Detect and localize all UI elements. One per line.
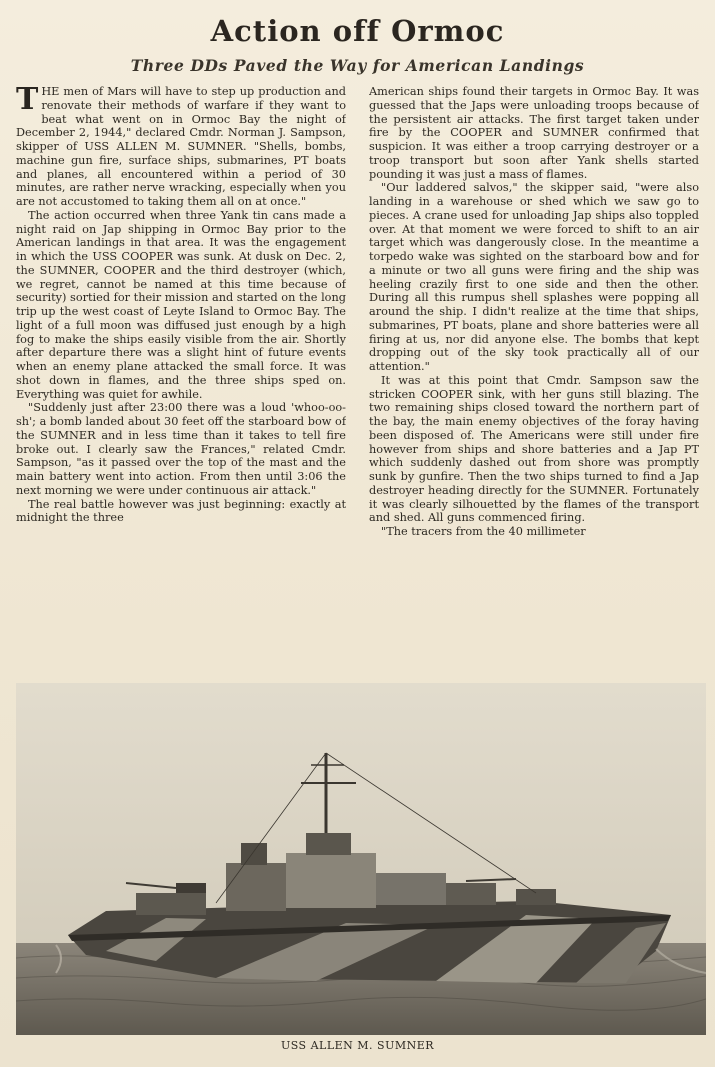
paragraph-1 [16,85,346,209]
paragraph-1-text: HE men of Mars will have to step up production and renovate their methods of warfare if they want to beat what went on in Ormoc Bay the night of December 2, 1944," declared Cmdr. Norman J. Sampson, skipper of USS ALLEN M. SUMNER. "Shells, bombs, machine gun fire, surface ships, submarines, PT boats and planes, all encountered within a period of 30 minutes, are rather nerve wracking, especially when you are not accustomed to taking them all on at once." [16,85,346,208]
paragraph-7: It was at this point that Cmdr. Sampson saw the stricken COOPER sink, with her guns still blazing. The two remaining ships closed toward the northern part of the bay, the main enemy objectives of the foray having been disposed of. The Americans were still under fire however from ships and shore batteries and a Jap PT which suddenly dashed out from shore was promptly sunk by gunfire. Then the two ships turned to find a Jap destroyer heading directly for the SUMNER. Fortunately it was clearly silhouetted by the flames of the transport and shed. All guns commenced firing. [369,373,699,525]
article-subtitle: Three DDs Paved the Way for American Landings [130,56,585,75]
paragraph-2: The action occurred when three Yank tin cans made a night raid on Jap shipping in Ormoc Bay prior to the American landings in that area. It was the engagement in which the USS COOPER was sunk. At dusk on Dec. 2, the SUMNER, COOPER and the third destroyer (which, we regret, cannot be named at this time because of security) sortied for their mission and started on the long trip up the west coast of Leyte Island to Ormoc Bay. The light of a full moon was diffused just enough by a high fog to make the ships easily visible from the air. Shortly after departure there was a slight hint of future events when an enemy plane attacked the small force. It was shot down in flames, and the three ships sped on. Everything was quiet for awhile. [16,208,346,401]
paragraph-6: "Our laddered salvos," the skipper said, "were also landing in a warehouse or shed which we saw go to pieces. A crane used for unloading Jap ships also toppled over. At that moment we were forced to shift to an air target which was dangerously close. In the meantime a torpedo wake was sighted on the starboard bow and for a minute or two all guns were firing and the ship was heeling crazily first to one side and then the other. During all this rumpus shell splashes were popping all around the ship. I didn't realize at the time that ships, submarines, PT boats, plane and shore batteries were all firing at us, nor did anyone else. The bombs that kept dropping out of the sky took practically all of our attention." [369,181,699,373]
paragraph-3: "Suddenly just after 23:00 there was a loud 'whoo-oo-sh'; a bomb landed about 30 feet off the starboard bow of the SUMNER and in less time than it takes to tell fire broke out. I clearly saw the Frances," related Cmdr. Sampson, "as it passed over the top of the mast and the main battery went into action. From then until 3:06 the next morning we were under continuous air attack." [16,401,346,497]
left-column [16,85,346,665]
article-title: Action off Ormoc [210,14,505,48]
destroyer-ship-photo [16,683,706,1035]
photo-caption: USS ALLEN M. SUMNER [280,1039,435,1052]
right-column [369,85,699,665]
paragraph-4: The real battle however was just beginning: exactly at midnight the three [16,497,346,525]
paragraph-8: "The tracers from the 40 millimeter [381,525,586,538]
drop-cap: T [16,85,39,117]
ship-illustration [16,683,706,1035]
paragraph-5: American ships found their targets in Ormoc Bay. It was guessed that the Japs were unloading troops because of the persistent air attacks. The first target taken under fire by the COOPER and SUMNER confirmed that suspicion. It was either a troop carrying destroyer or a troop transport but soon after Yank shells started pounding it was just a mass of flames. [369,85,699,181]
